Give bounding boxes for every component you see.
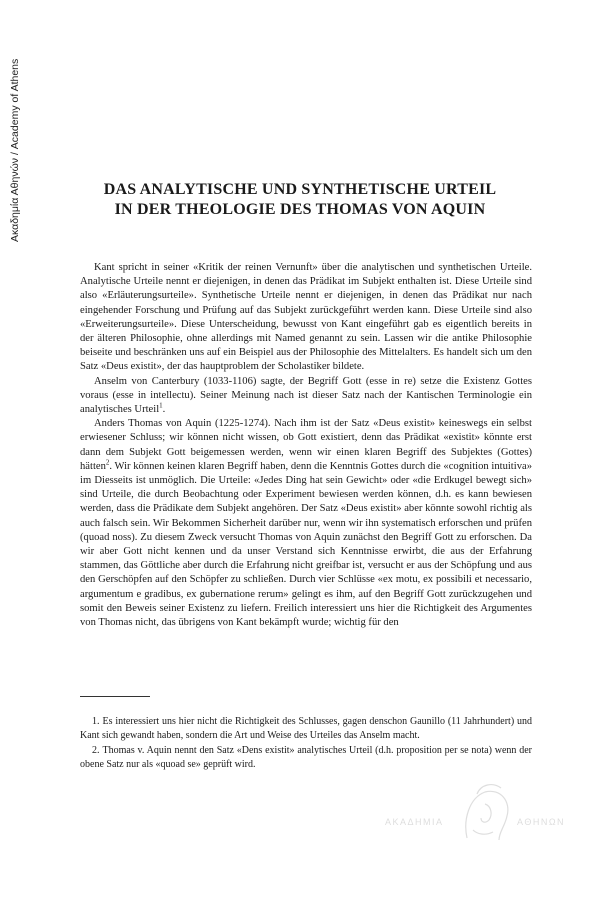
footnote-divider xyxy=(80,696,150,697)
footnote-number: 1. xyxy=(92,716,100,727)
footnotes xyxy=(80,715,532,773)
watermark-text-right: ΑΘΗΝΩΝ xyxy=(517,817,566,827)
athena-head-icon xyxy=(385,780,585,850)
title-line-1: DAS ANALYTISCHE UND SYNTHETISCHE URTEIL xyxy=(103,181,497,198)
footnote-ref: 2 xyxy=(105,458,110,467)
footnote-ref: 1 xyxy=(159,401,163,410)
paragraph-text: Anselm von Canterbury (1033-1106) sagte, der Begriff Gott (esse in re) setze die Existenz Gottes voraus (esse in intellectu). Seiner Meinung nach ist dieser Satz nach der Kantischen Terminologie ein analytisches Urteil xyxy=(80,375,532,416)
paragraph xyxy=(80,261,532,375)
article-body xyxy=(80,261,532,630)
archive-label: Ακαδημία Αθηνών / Academy of Athens xyxy=(9,58,21,242)
title-line-2: IN DER THEOLOGIE DES THOMAS VON AQUIN xyxy=(114,201,486,218)
footnote-number: 2. xyxy=(92,745,100,756)
article-title xyxy=(60,180,540,220)
footnote xyxy=(80,715,532,742)
paragraph-text: Anders Thomas von Aquin (1225-1274). Nach ihm ist der Satz «Deus existit» keineswegs ein selbst erwiesener Schluss; wir können nicht wissen, ob Gott existiert, denn das Prädikat «existit» könnte erst dann dem Subjekt Gott beigemessen werden, wenn wir einen klaren Begriff des Subjektes (Gottes) hätten xyxy=(80,418,532,472)
paragraph-text-tail: . Wir können keinen klaren Begriff haben, denn die Kenntnis Gottes durch die «cognition intuitiva» im Diesseits ist unmöglich. Die Urteile: «Jedes Ding hat sein Gewicht» oder «die Erdkugel bewegt sich» sind Urteile, die durch Beobachtung oder Experiment bewiesen werden können, d.h. es kann bewiesen werden, dass die Prädikate dem Subjekt angehören. Der Satz «Deus existit» aber könnte sowohl richtig als auch falsch sein. Wir Bekommen Sicherheit darüber nur, wenn wir ihn systematisch erforschen und prüfen (quoad noss). Zu diesem Zweck versucht Thomas von Aquin zunächst den Begriff Gott zu erforschen. Da wir aber Gott nicht kennen und da unser Verstand sich Kenntnisse erwirbt, die aus der Erfahrung stammen, das Göttliche aber durch die Erfahrung nicht greifbar ist, versucht er aus der Schöpfung und aus den Gerschöpfen auf den Schöpfer zu schließen. Durch vier Schlüsse «ex motu, ex possibili et necessario, argumentum e gradibus, ex gubernatione rerum» gelingt es ihm, auf den Begriff Gott zurückzugehen und somit den Beweis seiner Existenz zu liefern. Freilich interessiert uns hier die Richtigkeit des Argumentes von Thomas nicht, das übrigens von Kant bekämpft wurde; wichtig für den xyxy=(80,460,532,629)
footnote xyxy=(80,744,532,771)
academy-watermark xyxy=(385,780,585,850)
paragraph-text: Kant spricht in seiner «Kritik der reinen Vernunft» über die analytischen und synthetischen Urteile. Analytische Urteile nennt er diejenigen, in denen das Prädikat im Subjekt enthalten ist. Diese Urteile sind also «Erläuterungsurteile». Synthetische Urteile nennt er diejenigen, in denen das Prädikat nur nach eingehender Forschung und Prüfung auf das Subjekt zurückgeführt werden kann. Diese Urteile sind also «Erweiterungsurteile». Diese Unterscheidung, bewusst von Kant eingeführt gab es eigentlich bereits in der älteren Philosophie, ohne allerdings mit Named genannt zu sein. Lassen wir die antike Philosophie beiseite und beschränken uns auf ein Beispiel aus der Philosophie des Mittelalters. Es handelt sich um den Satz «Deus existit», der das hauptproblem der Scholastiker bildete. xyxy=(80,262,532,373)
footnote-text: Es interessiert uns hier nicht die Richtigkeit des Schlusses, gagen denschon Gaunillo (11 Jahrhundert) und Kant sich gewandt haben, sondern die Art und Weise des Urteiles das Anselm macht. xyxy=(80,716,532,741)
footnote-text: Thomas v. Aquin nennt den Satz «Dens existit» analytisches Urteil (d.h. proposition per se nota) wenn der obene Satz nur als «quoad se» geprüft wird. xyxy=(80,745,532,770)
paragraph xyxy=(80,375,532,418)
paragraph-text-tail: . xyxy=(162,404,166,416)
watermark-text-left: ΑΚΑΔΗΜΙΑ xyxy=(385,817,444,827)
paragraph xyxy=(80,417,532,630)
